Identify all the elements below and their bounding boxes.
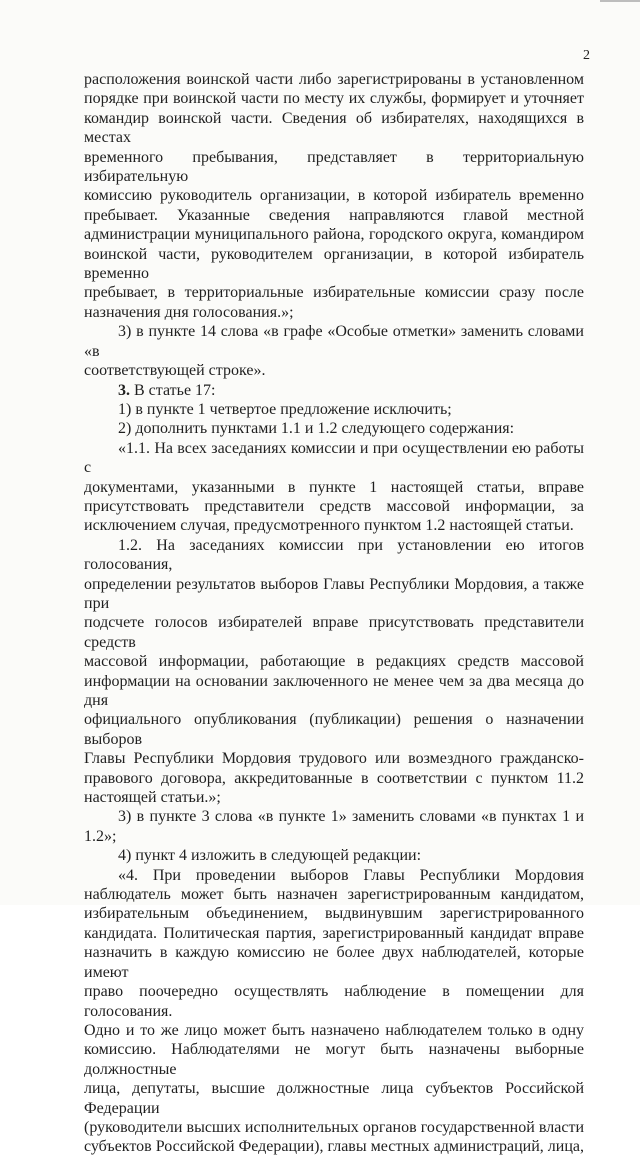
text-line: порядке при воинской части по месту их службы, формирует и уточняет	[84, 90, 584, 108]
text-line: правового договора, аккредитованные в соответствии с пунктом 11.2	[84, 769, 584, 787]
text-line: определении результатов выборов Главы Республики Мордовия, а также при	[84, 575, 584, 612]
text-line: пребывает. Указанные сведения направляются главой местной	[84, 206, 584, 224]
text-line: наблюдатель может быть назначен зарегистрированным кандидатом,	[84, 886, 584, 904]
text-line: информации на основании заключенного не менее чем за два месяца до дня	[84, 672, 584, 709]
text-line: массовой информации, работающие в редакциях средств массовой	[84, 653, 584, 671]
text-line: 1) в пункте 1 четвертое предложение исключить;	[118, 400, 452, 418]
text-line: командир воинской части. Сведения об избирателях, находящихся в местах	[84, 109, 584, 147]
text-line: настоящей статьи.»;	[84, 789, 221, 807]
text-line: право поочередно осуществлять наблюдение в помещении для голосования.	[84, 983, 584, 1020]
text-line: назначить в каждую комиссию не более двух наблюдателей, которые имеют	[84, 944, 584, 981]
text-line: комиссию. Наблюдателями не могут быть назначены выборные должностные	[84, 1041, 584, 1078]
scan-edge-mark	[600, 0, 640, 2]
text-line: документами, указанными в пункте 1 настоящей статьи, вправе	[84, 478, 584, 496]
text-line: 4) пункт 4 изложить в следующей редакции:	[118, 847, 422, 865]
text-line: пребывает, в территориальные избирательные комиссии сразу после	[84, 284, 584, 302]
text-line: 1.2. На заседаниях комиссии при установлении ею итогов голосования,	[84, 536, 584, 574]
page-number: 2	[583, 48, 590, 63]
text-line: соответствующей строке».	[84, 362, 266, 380]
text-line: Главы Республики Мордовия трудового или возмездного гражданско-	[84, 750, 584, 768]
text-line: назначения дня голосования.»;	[84, 303, 294, 321]
text-line: субъектов Российской Федерации), главы местных администраций, лица,	[84, 1138, 584, 1156]
text-line: «1.1. На всех заседаниях комиссии и при осуществлении ею работы с	[84, 439, 584, 477]
text-line: подсчете голосов избирателей вправе присутствовать представители средств	[84, 614, 584, 651]
text-line: 3) в пункте 3 слова «в пункте 1» заменить словами «в пунктах 1 и 1.2»;	[84, 808, 584, 845]
text-line: воинской части, руководителем организации, в которой избиратель временно	[84, 245, 584, 283]
text-line: расположения воинской части либо зарегистрированы в установленном	[84, 71, 584, 88]
text-line: исключением случая, предусмотренного пунктом 1.2 настоящей статьи.	[84, 517, 574, 535]
text-line: 2) дополнить пунктами 1.1 и 1.2 следующего содержания:	[118, 420, 515, 438]
section-number: 3.	[118, 381, 130, 399]
text-line: кандидата. Политическая партия, зарегистрированный кандидат вправе	[84, 924, 584, 942]
text-line: официального опубликования (публикации) решения о назначении выборов	[84, 711, 584, 748]
text-line: (руководители высших исполнительных органов государственной власти	[84, 1118, 584, 1136]
section-heading: В статье 17:	[130, 381, 216, 399]
text-line: лица, депутаты, высшие должностные лица субъектов Российской Федерации	[84, 1080, 584, 1117]
text-line: избирательным объединением, выдвинувшим зарегистрированного	[84, 905, 584, 923]
text-line: «4. При проведении выборов Главы Республики Мордовия	[118, 866, 584, 884]
text-line: Одно и то же лицо может быть назначено наблюдателем только в одну	[84, 1021, 584, 1039]
body-text	[84, 70, 584, 1157]
text-line: администрации муниципального района, городского округа, командиром	[84, 226, 584, 244]
text-line: комиссию руководитель организации, в которой избиратель временно	[84, 187, 584, 205]
text-line: 3) в пункте 14 слова «в графе «Особые отметки» заменить словами «в	[84, 323, 584, 360]
text-line: временного пребывания, представляет в территориальную избирательную	[84, 148, 584, 186]
text-line: присутствовать представители средств массовой информации, за	[84, 497, 584, 515]
text-line	[84, 381, 584, 400]
